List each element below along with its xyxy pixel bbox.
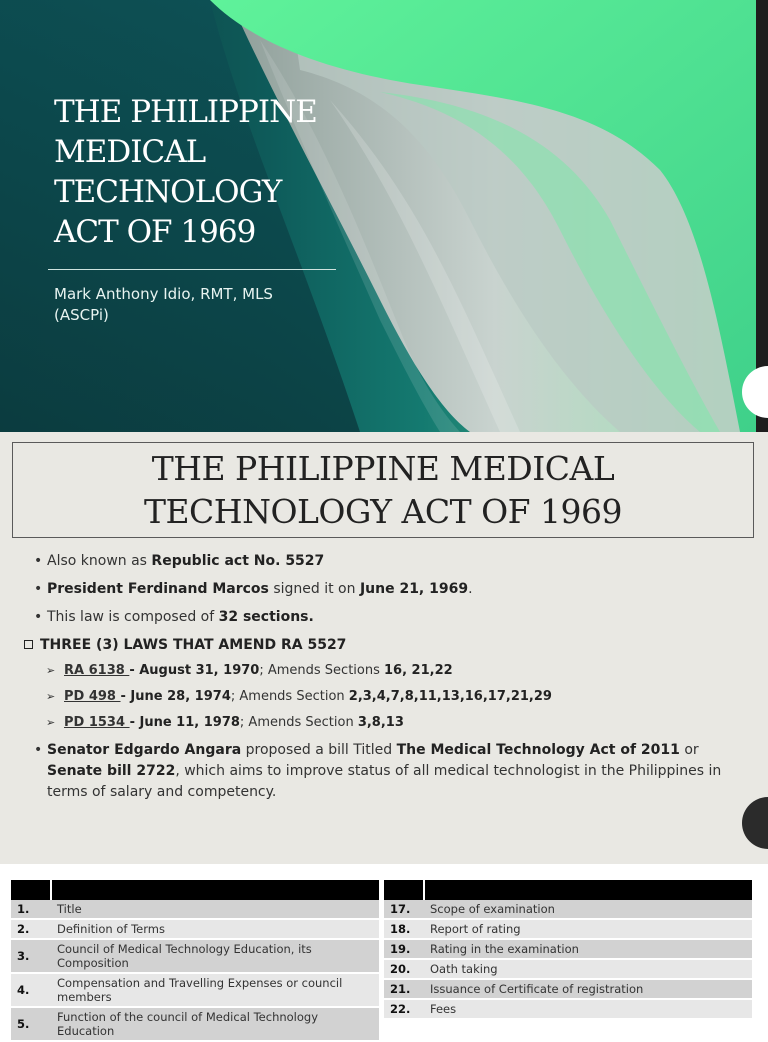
sections-slide (0, 864, 768, 1038)
table-row (11, 939, 379, 973)
bullet-bold: Senator Edgardo Angara (47, 742, 242, 758)
author-name: Mark Anthony Idio, RMT, MLS (ASCPi) (54, 285, 273, 324)
section-title: Report of rating (424, 919, 752, 939)
section-number: 22. (384, 999, 424, 1019)
table-row (384, 959, 752, 979)
sections-table-right (384, 880, 752, 1020)
table-row (11, 1007, 379, 1041)
amendment-item (34, 662, 744, 680)
bullet-bold: Republic act No. 5527 (151, 553, 325, 569)
section-number: 17. (384, 900, 424, 919)
table-row (384, 900, 752, 919)
title-slide (0, 0, 768, 432)
section-title: Rating in the examination (424, 939, 752, 959)
law-name: RA 6138 (64, 663, 130, 678)
section-number: 2. (11, 919, 51, 939)
table-row (384, 979, 752, 999)
amendment-item (34, 714, 744, 732)
bullet-republic-act (34, 552, 744, 571)
section-title: Scope of examination (424, 900, 752, 919)
table-row (384, 999, 752, 1019)
amending-laws-heading (22, 636, 744, 655)
table-row (11, 973, 379, 1007)
law-sections: 2,3,4,7,8,11,13,16,17,21,29 (348, 689, 552, 704)
section-title: Title (51, 900, 379, 919)
section-title: Issuance of Certificate of registration (424, 979, 752, 999)
content-slide (0, 432, 768, 864)
bullet-text: This law is composed of (47, 609, 219, 625)
law-sections: 16, 21,22 (384, 663, 453, 678)
section-number: 19. (384, 939, 424, 959)
slide-title: THE PHILIPPINE MEDICAL TECHNOLOGY ACT OF 1969 (143, 449, 623, 531)
next-slide-button[interactable] (742, 797, 768, 849)
section-title: Council of Medical Technology Education, its Composition (51, 939, 379, 973)
bullet-bold: The Medical Technology Act of 2011 (396, 742, 680, 758)
table-row (384, 919, 752, 939)
law-date: - June 11, 1978 (129, 715, 240, 730)
law-text: ; Amends Section (239, 715, 358, 730)
law-name: PD 498 (64, 689, 121, 704)
slide-title-box (12, 442, 754, 538)
checkbox-bullet-icon (24, 640, 33, 649)
section-number: 5. (11, 1007, 51, 1041)
law-date: - June 28, 1974 (120, 689, 231, 704)
bullet-text: Also known as (47, 553, 152, 569)
bullet-text: signed it on (268, 581, 360, 597)
table-row (11, 900, 379, 919)
bullet-text: proposed a bill Titled (241, 742, 397, 758)
table-row (11, 919, 379, 939)
presentation-title: THE PHILIPPINE MEDICAL TECHNOLOGY ACT OF 1969 (54, 94, 317, 250)
section-number: 20. (384, 959, 424, 979)
bullet-bold: 32 sections. (218, 609, 314, 625)
law-name: PD 1534 (64, 715, 130, 730)
bullet-bold: Senate bill 2722 (47, 763, 176, 779)
bullet-text: or (679, 742, 699, 758)
arrow-bullet-icon: ➢ (46, 664, 56, 677)
arrow-bullet-icon: ➢ (46, 690, 56, 703)
table-header-cell (384, 880, 424, 900)
table-header-cell (11, 880, 51, 900)
law-text: ; Amends Sections (259, 663, 384, 678)
amendment-item (34, 688, 744, 706)
law-sections: 3,8,13 (357, 715, 404, 730)
slide-content (34, 552, 744, 812)
section-title: Oath taking (424, 959, 752, 979)
section-title: Definition of Terms (51, 919, 379, 939)
bullet-senate-bill (34, 740, 744, 803)
section-number: 1. (11, 900, 51, 919)
title-divider (48, 269, 336, 270)
section-title: Function of the council of Medical Technology Education (51, 1007, 379, 1041)
bullet-bold: June 21, 1969 (359, 581, 469, 597)
sections-table-left (11, 880, 379, 1042)
law-date: - August 31, 1970 (129, 663, 260, 678)
table-header-cell (424, 880, 752, 900)
bullet-sections (34, 608, 744, 627)
section-number: 4. (11, 973, 51, 1007)
section-number: 18. (384, 919, 424, 939)
section-title: Fees (424, 999, 752, 1019)
bullet-signed (34, 580, 744, 599)
bullet-text: . (468, 581, 473, 597)
bullet-bold: President Ferdinand Marcos (47, 581, 269, 597)
section-number: 3. (11, 939, 51, 973)
section-number: 21. (384, 979, 424, 999)
heading-text: THREE (3) LAWS THAT AMEND RA 5527 (40, 637, 347, 653)
bullet-text: , which aims to improve status of all medical technologist in the Philippines in terms of salary and competency. (47, 763, 722, 800)
arrow-bullet-icon: ➢ (46, 716, 56, 729)
section-title: Compensation and Travelling Expenses or council members (51, 973, 379, 1007)
law-text: ; Amends Section (230, 689, 349, 704)
table-header-cell (51, 880, 379, 900)
table-row (384, 939, 752, 959)
